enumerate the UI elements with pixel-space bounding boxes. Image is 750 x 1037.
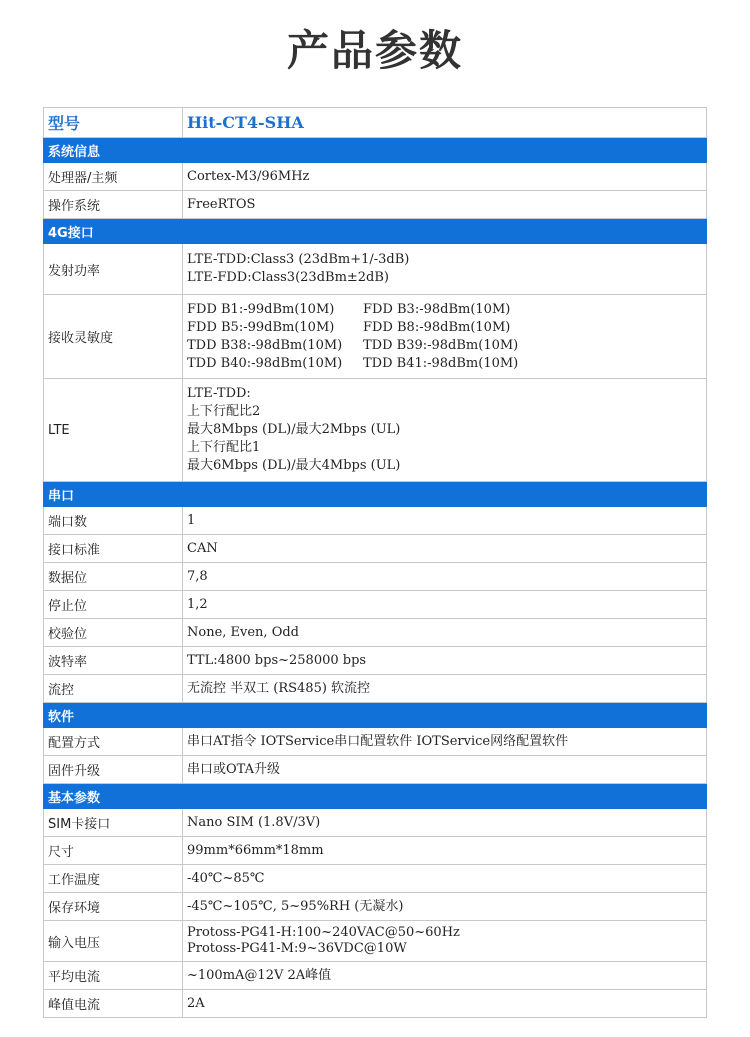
section-title: 系统信息 <box>44 138 707 163</box>
row-label: 发射功率 <box>44 244 183 295</box>
value-line: LTE-TDD: <box>187 386 251 401</box>
row-label: 工作温度 <box>44 865 183 893</box>
row-value: FreeRTOS <box>183 191 707 219</box>
table-row <box>44 865 707 893</box>
row-label: 端口数 <box>44 507 183 535</box>
value-line: 上下行配比2 <box>187 404 261 419</box>
sensitivity-grid <box>187 301 706 373</box>
model-value: Hit-CT4-SHA <box>183 108 707 138</box>
row-value: 串口AT指令 IOTService串口配置软件 IOTService网络配置软件 <box>183 728 707 756</box>
row-value: ~100mA@12V 2A峰值 <box>183 962 707 990</box>
row-label: 处理器/主频 <box>44 163 183 191</box>
value-line: 最大6Mbps (DL)/最大4Mbps (UL) <box>187 458 401 473</box>
row-value <box>183 244 707 295</box>
row-value: 1,2 <box>183 591 707 619</box>
section-basic <box>44 784 707 809</box>
table-row <box>44 990 707 1018</box>
row-value: CAN <box>183 535 707 563</box>
section-4g <box>44 219 707 244</box>
row-label: 校验位 <box>44 619 183 647</box>
sensitivity-cell: TDD B41:-98dBm(10M) <box>363 355 519 371</box>
row-label: 固件升级 <box>44 756 183 784</box>
table-row <box>44 728 707 756</box>
row-value: -45℃~105℃, 5~95%RH (无凝水) <box>183 893 707 921</box>
spec-table <box>43 107 707 1018</box>
row-value: Cortex-M3/96MHz <box>183 163 707 191</box>
table-row <box>44 756 707 784</box>
table-row <box>44 244 707 295</box>
row-label: 输入电压 <box>44 921 183 962</box>
row-value: -40℃~85℃ <box>183 865 707 893</box>
row-label: 数据位 <box>44 563 183 591</box>
model-label: 型号 <box>44 108 183 138</box>
sensitivity-cell: TDD B39:-98dBm(10M) <box>363 337 519 353</box>
table-row <box>44 675 707 703</box>
value-line: 最大8Mbps (DL)/最大2Mbps (UL) <box>187 422 401 437</box>
value-line: 上下行配比1 <box>187 440 261 455</box>
row-value: 2A <box>183 990 707 1018</box>
sensitivity-cell: FDD B1:-99dBm(10M) <box>187 301 335 317</box>
row-label: 操作系统 <box>44 191 183 219</box>
row-value: 99mm*66mm*18mm <box>183 837 707 865</box>
table-row <box>44 591 707 619</box>
row-label: 保存环境 <box>44 893 183 921</box>
section-software <box>44 703 707 728</box>
section-title: 软件 <box>44 703 707 728</box>
row-value: Nano SIM (1.8V/3V) <box>183 809 707 837</box>
section-system <box>44 138 707 163</box>
row-label: 配置方式 <box>44 728 183 756</box>
table-row <box>44 379 707 482</box>
table-row <box>44 962 707 990</box>
table-row <box>44 893 707 921</box>
row-value: 无流控 半双工 (RS485) 软流控 <box>183 675 707 703</box>
table-row <box>44 191 707 219</box>
table-row <box>44 647 707 675</box>
sensitivity-cell: FDD B5:-99dBm(10M) <box>187 319 335 335</box>
row-label: 停止位 <box>44 591 183 619</box>
table-row <box>44 295 707 379</box>
row-value <box>183 921 707 962</box>
table-row <box>44 837 707 865</box>
row-value <box>183 295 707 379</box>
value-line: Protoss-PG41-H:100~240VAC@50~60Hz <box>187 925 460 940</box>
row-label: 接收灵敏度 <box>44 295 183 379</box>
section-title: 串口 <box>44 482 707 507</box>
row-label: 流控 <box>44 675 183 703</box>
table-row <box>44 921 707 962</box>
section-title: 基本参数 <box>44 784 707 809</box>
sensitivity-cell: FDD B8:-98dBm(10M) <box>363 319 511 335</box>
value-line: Protoss-PG41-M:9~36VDC@10W <box>187 941 407 956</box>
row-value: TTL:4800 bps~258000 bps <box>183 647 707 675</box>
table-row <box>44 619 707 647</box>
section-serial <box>44 482 707 507</box>
page-title: 产品参数 <box>286 26 463 75</box>
sensitivity-cell: FDD B3:-98dBm(10M) <box>363 301 511 317</box>
row-label: 峰值电流 <box>44 990 183 1018</box>
row-value: 1 <box>183 507 707 535</box>
row-value: None, Even, Odd <box>183 619 707 647</box>
sensitivity-cell: TDD B40:-98dBm(10M) <box>187 355 343 371</box>
row-label: 接口标准 <box>44 535 183 563</box>
row-label: 波特率 <box>44 647 183 675</box>
value-line: LTE-FDD:Class3(23dBm±2dB) <box>187 270 390 285</box>
model-row <box>44 108 707 138</box>
row-label: 尺寸 <box>44 837 183 865</box>
row-value: 串口或OTA升级 <box>183 756 707 784</box>
table-row <box>44 163 707 191</box>
sensitivity-cell: TDD B38:-98dBm(10M) <box>187 337 343 353</box>
table-row <box>44 507 707 535</box>
row-value <box>183 379 707 482</box>
table-row <box>44 809 707 837</box>
row-label: SIM卡接口 <box>44 809 183 837</box>
row-label: 平均电流 <box>44 962 183 990</box>
section-title: 4G接口 <box>44 219 707 244</box>
row-label: LTE <box>44 379 183 482</box>
value-line: LTE-TDD:Class3 (23dBm+1/-3dB) <box>187 252 410 267</box>
table-row <box>44 535 707 563</box>
table-row <box>44 563 707 591</box>
row-value: 7,8 <box>183 563 707 591</box>
